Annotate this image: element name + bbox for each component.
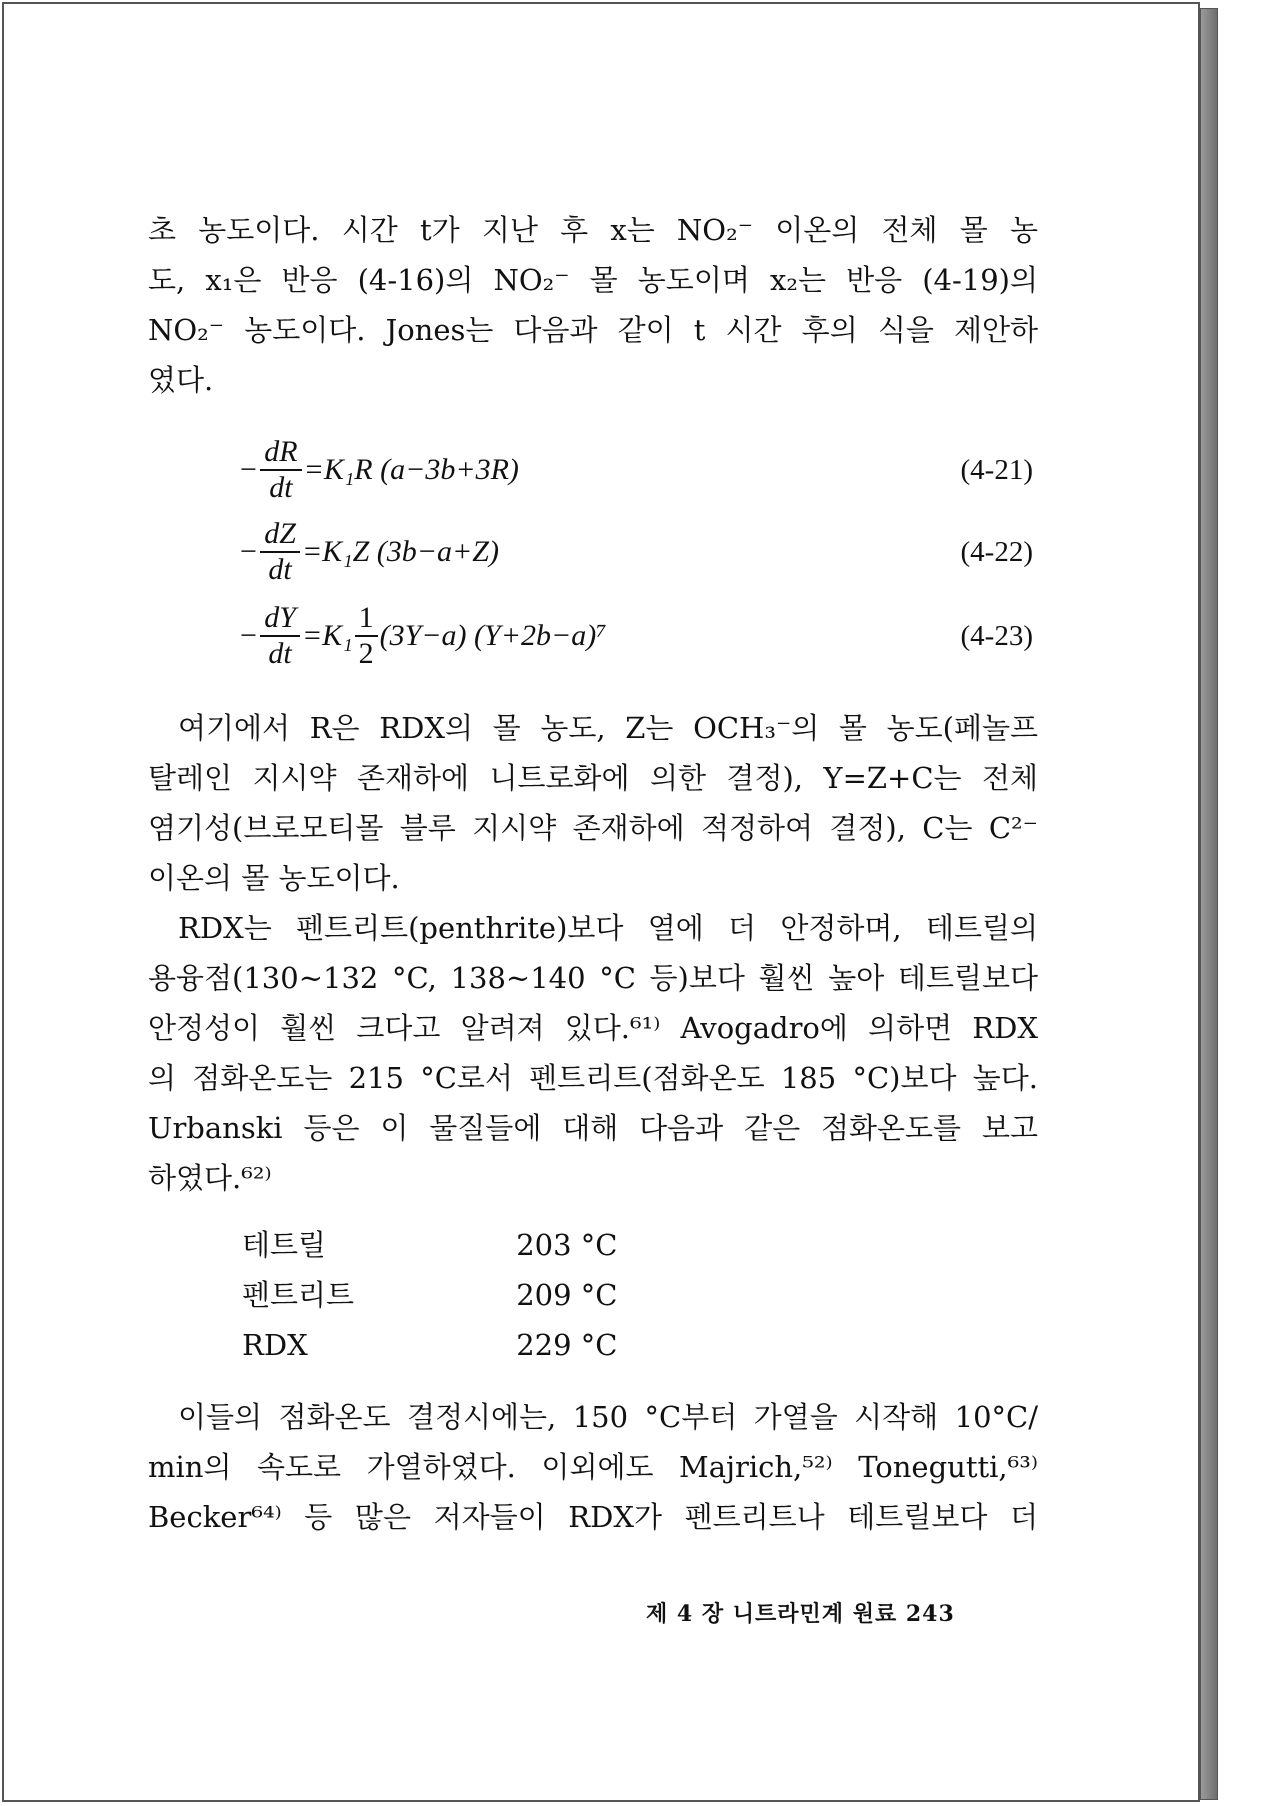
text-line: Urbanski 등은 이 물질들에 대해 다음과 같은 점화온도를 보고 xyxy=(148,1111,1038,1145)
minus-sign: − xyxy=(238,619,259,652)
ignition-temp: 209 °C xyxy=(516,1278,618,1312)
material-name: RDX xyxy=(242,1328,308,1362)
paragraph-4 xyxy=(148,1392,1038,1542)
text-line: Becker⁶⁴⁾ 등 많은 저자들이 RDX가 펜트리트나 테트릴보다 더 xyxy=(148,1500,1038,1534)
paragraph-2 xyxy=(148,703,1038,903)
minus-sign: − xyxy=(238,453,259,486)
fraction-numerator: dY xyxy=(260,601,300,637)
equation-4-21 xyxy=(238,430,1033,510)
text-line: 용융점(130~132 °C, 138~140 °C 등)보다 훨씬 높아 테트릴보다 xyxy=(148,961,1038,995)
fraction-numerator: dR xyxy=(260,435,301,471)
equation-number: (4-23) xyxy=(960,620,1033,652)
material-name: 펜트리트 xyxy=(242,1278,355,1312)
text-line: 이온의 몰 농도이다. xyxy=(148,861,400,895)
fraction-denominator: dt xyxy=(268,553,292,586)
fraction-denominator: dt xyxy=(269,471,293,504)
ignition-temperature-table xyxy=(242,1220,617,1370)
minus-sign: − xyxy=(238,535,259,568)
half-fraction xyxy=(355,601,378,671)
text-line: min의 속도로 가열하였다. 이외에도 Majrich,⁵²⁾ Tonegutti,⁶³⁾ xyxy=(148,1450,1038,1484)
text-line: 여기에서 R은 RDX의 몰 농도, Z는 OCH₃⁻의 몰 농도(페놀프 xyxy=(178,711,1038,745)
paragraph-3 xyxy=(148,903,1038,1203)
running-footer: 제 4 장 니트라민계 원료 243 xyxy=(646,1601,955,1627)
text-line: 이들의 점화온도 결정시에는, 150 °C부터 가열을 시작해 10°C/ xyxy=(178,1400,1038,1434)
equation-rhs-suffix: (3Y−a) (Y+2b−a)⁷ xyxy=(379,619,607,652)
table-row xyxy=(242,1270,617,1320)
derivative-fraction xyxy=(260,517,300,587)
ignition-temp: 203 °C xyxy=(516,1228,618,1262)
table-row xyxy=(242,1320,617,1370)
fraction-numerator: dZ xyxy=(260,517,300,553)
page-edge-shadow xyxy=(1200,8,1218,1800)
equation-4-22 xyxy=(238,512,1033,592)
table-row xyxy=(242,1220,617,1270)
equation-4-23 xyxy=(238,596,1033,676)
material-name: 테트릴 xyxy=(242,1228,327,1262)
fraction-denominator: dt xyxy=(268,637,292,670)
text-line: 탈레인 지시약 존재하에 니트로화에 의한 결정), Y=Z+C는 전체 xyxy=(148,761,1038,795)
equation-rhs-prefix: =K₁ xyxy=(301,619,353,652)
equation-rhs: =K₁R (a−3b+3R) xyxy=(303,453,519,486)
fraction-denominator: 2 xyxy=(358,637,374,670)
ignition-temp: 229 °C xyxy=(516,1328,618,1362)
paragraph-1 xyxy=(148,205,1038,405)
text-line: 하였다.⁶²⁾ xyxy=(148,1161,272,1195)
text-line: RDX는 펜트리트(penthrite)보다 열에 더 안정하며, 테트릴의 xyxy=(178,911,1038,945)
equation-number: (4-21) xyxy=(960,454,1033,486)
equation-number: (4-22) xyxy=(960,536,1033,568)
derivative-fraction xyxy=(260,601,300,671)
text-line: 안정성이 훨씬 크다고 알려져 있다.⁶¹⁾ Avogadro에 의하면 RDX xyxy=(148,1011,1038,1045)
text-line: 의 점화온도는 215 °C로서 펜트리트(점화온도 185 °C)보다 높다. xyxy=(148,1061,1038,1095)
equation-rhs: =K₁Z (3b−a+Z) xyxy=(301,535,499,568)
text-line: 염기성(브로모티몰 블루 지시약 존재하에 적정하여 결정), C는 C²⁻ xyxy=(148,811,1038,845)
text-line: 도, x₁은 반응 (4-16)의 NO₂⁻ 몰 농도이며 x₂는 반응 (4-19)의 xyxy=(148,263,1038,297)
fraction-numerator: 1 xyxy=(355,601,378,637)
text-line: NO₂⁻ 농도이다. Jones는 다음과 같이 t 시간 후의 식을 제안하 xyxy=(148,313,1038,347)
derivative-fraction xyxy=(260,435,301,505)
text-line: 였다. xyxy=(148,363,214,397)
text-line: 초 농도이다. 시간 t가 지난 후 x는 NO₂⁻ 이온의 전체 몰 농 xyxy=(148,213,1038,247)
